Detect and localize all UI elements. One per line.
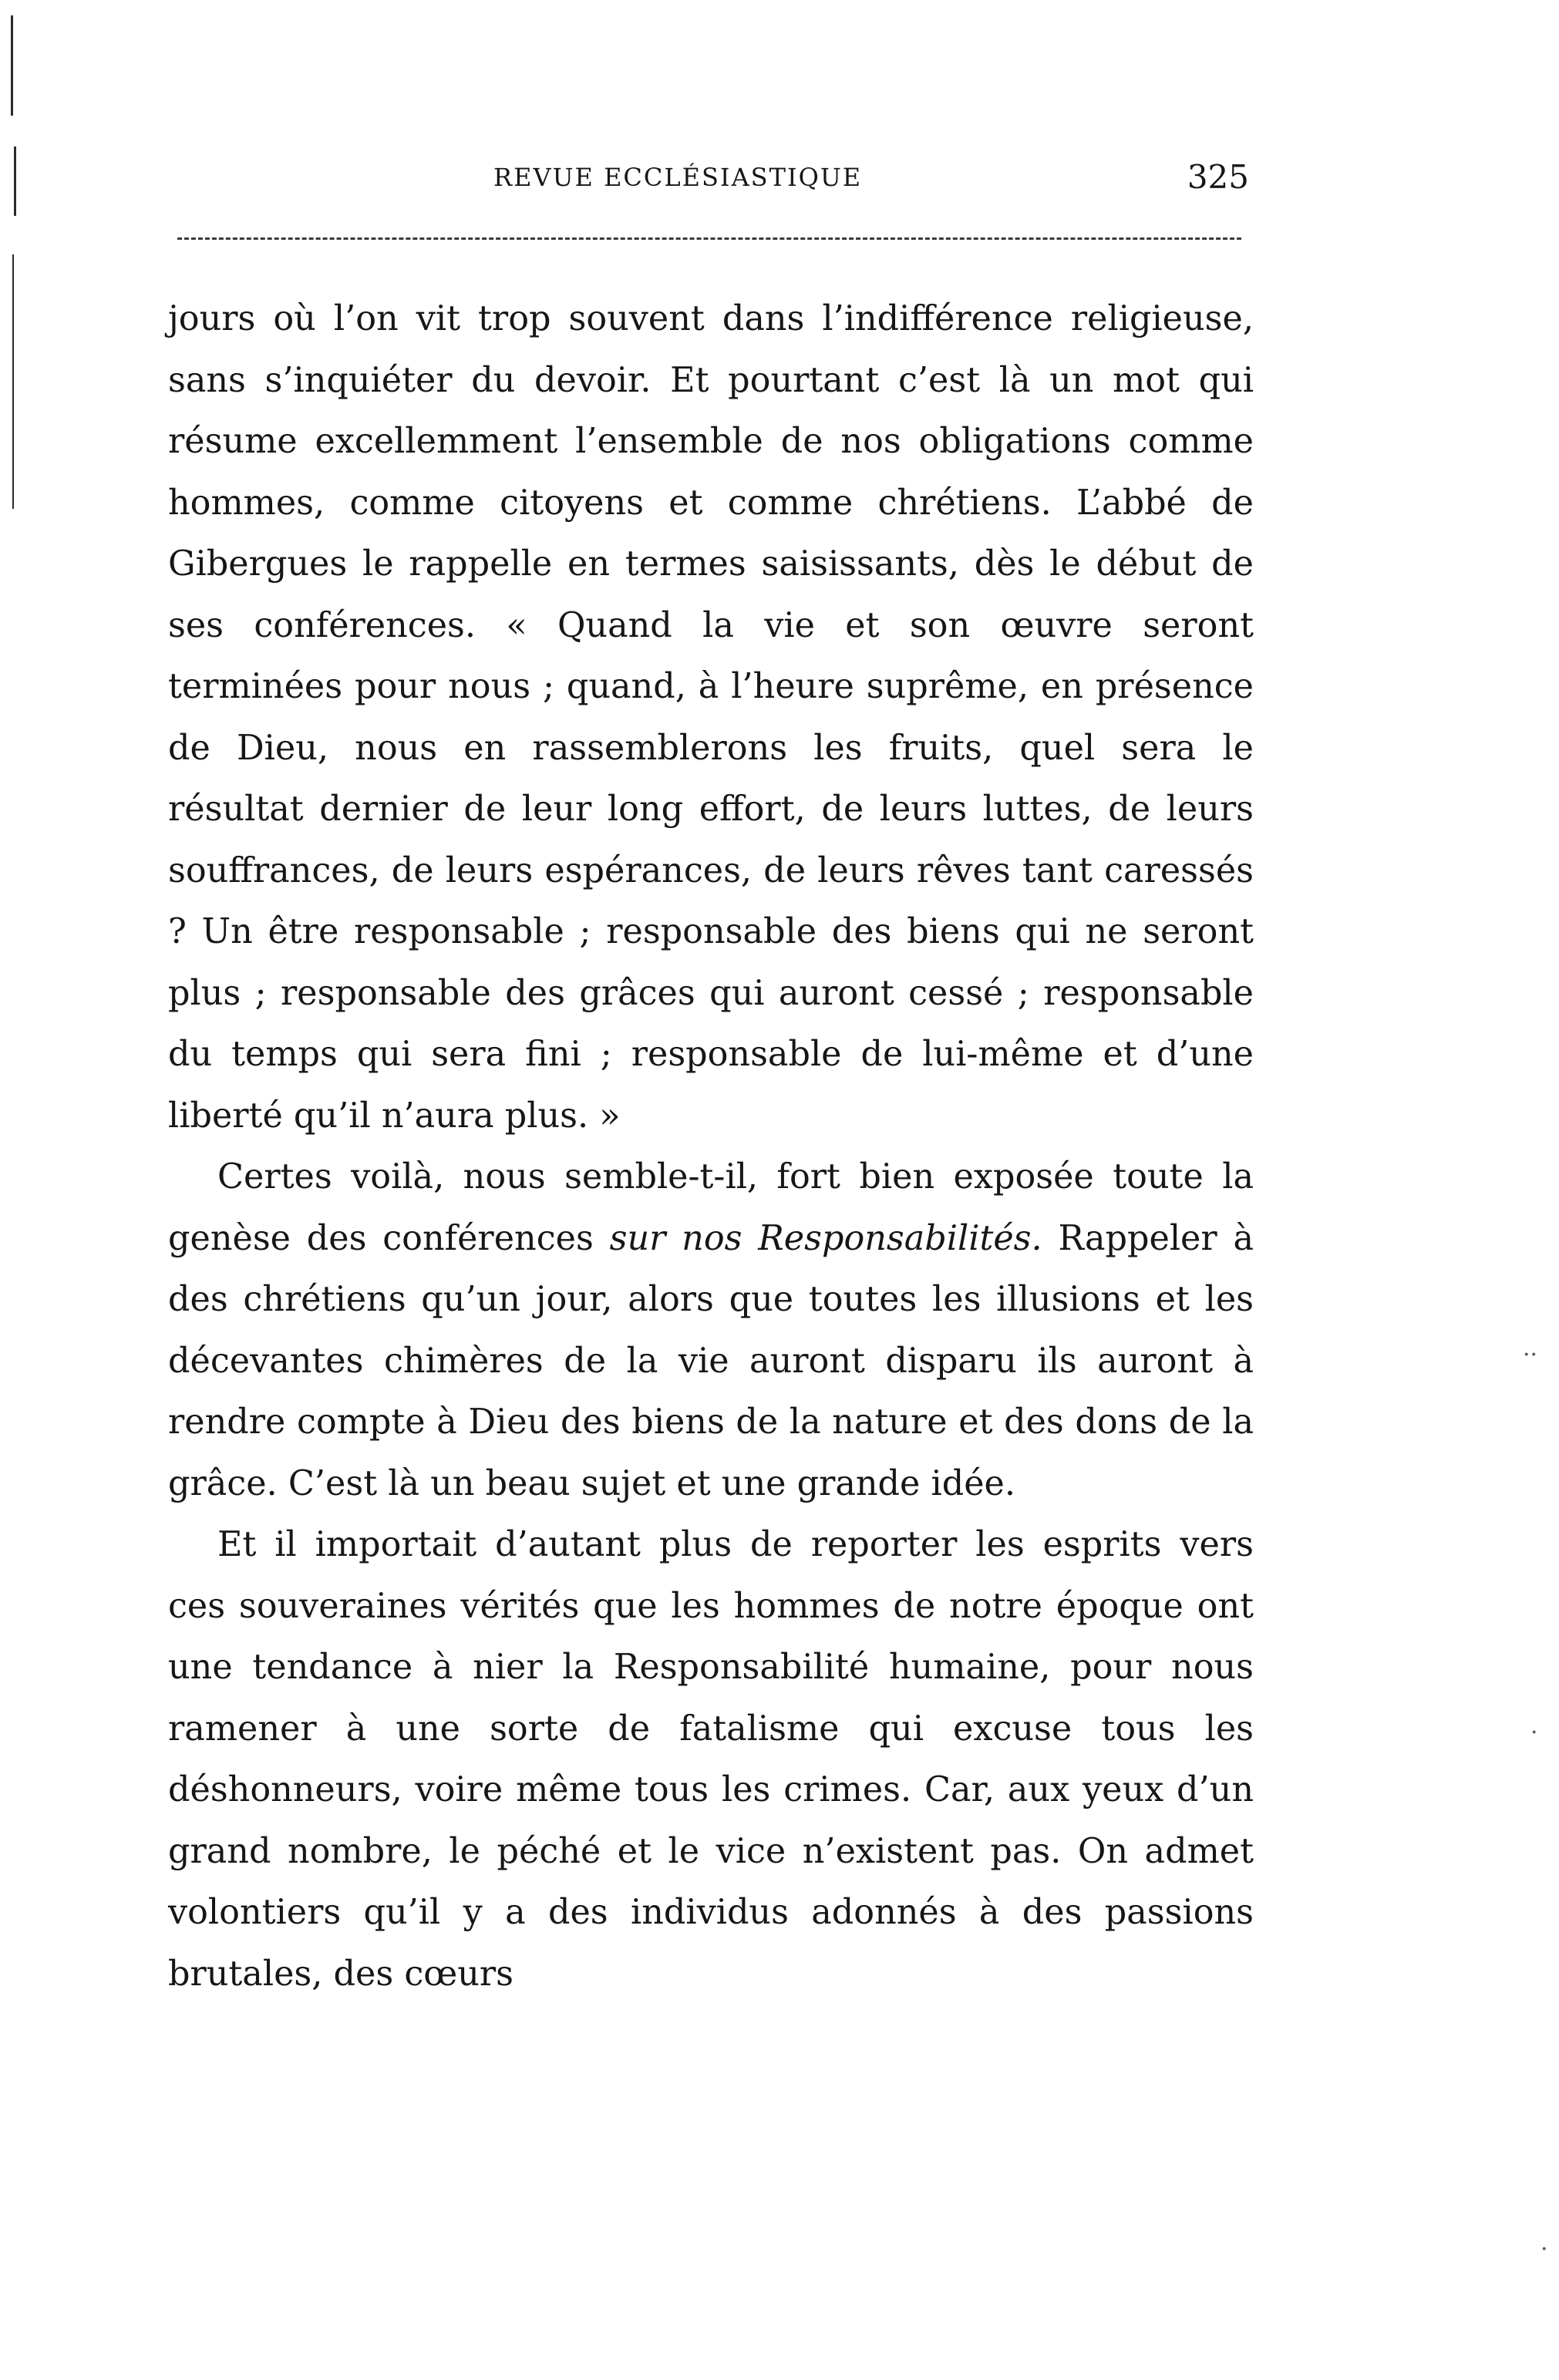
paragraph-responsabilite: Et il importait d’autant plus de reporter les esprits vers ces souveraines vérités que les hommes de notre époque ont une tendance à nier la Responsabilité humaine, pour nous ramener à une sorte de fatalisme qui excuse tous les déshonneurs, voire même tous les crimes. Car, aux yeux d’un grand nombre, le péché et le vice n’existent pas. On admet volontiers qu’il y a des individus adonnés à des passions brutales, des cœurs xyxy=(168,1525,1254,1994)
paragraph-continued: jours où l’on vit trop souvent dans l’indifférence religieuse, sans s’inquiéter du devoir. Et pourtant c’est là un mot qui résume excellemment l’ensemble de nos obligations comme hommes, comme citoyens et comme chrétiens. L’abbé de Gibergues le rappelle en termes saisissants, dès le début de ses conférences. « Quand la vie et son œuvre seront terminées pour nous ; quand, à l’heure suprême, en présence de Dieu, nous en rassemblerons les fruits, quel sera le résultat dernier de leur long effort, de leurs luttes, de leurs souffrances, de leurs espérances, de leurs rêves tant caressés ? Un être responsable ; responsable des biens qui ne seront plus ; responsable des grâces qui auront cessé ; responsable du temps qui sera fini ; responsable de lui-même et d’une liberté qu’il n’aura plus. » xyxy=(168,299,1254,1136)
stray-mark: ·· xyxy=(1523,1341,1538,1368)
page-body xyxy=(168,288,1254,2005)
stray-mark: · xyxy=(1530,1719,1538,1746)
stray-mark: · xyxy=(1540,2236,1548,2263)
book-title-italic: sur nos Responsabilités. xyxy=(609,1218,1042,1258)
binding-edge-line xyxy=(14,146,16,216)
paragraph-text: Rappeler à des chrétiens qu’un jour, alors que toutes les illusions et les décevantes chimères de la vie auront disparu ils auront à rendre compte à Dieu des biens de la nature et des dons de la grâce. C’est là un beau sujet et une grande idée. xyxy=(168,1218,1254,1503)
binding-edge-line xyxy=(12,254,14,509)
binding-edge-line xyxy=(11,15,13,116)
page-number: 325 xyxy=(1187,158,1249,196)
running-title: REVUE ECCLÉSIASTIQUE xyxy=(493,163,863,192)
paragraph-genese xyxy=(168,1146,1254,1514)
paragraph-text: Certes voilà, nous semble-t-il, fort bien exposée toute la genèse des conférences xyxy=(168,1157,1254,1258)
page-header xyxy=(170,154,1249,200)
header-divider xyxy=(177,237,1241,240)
